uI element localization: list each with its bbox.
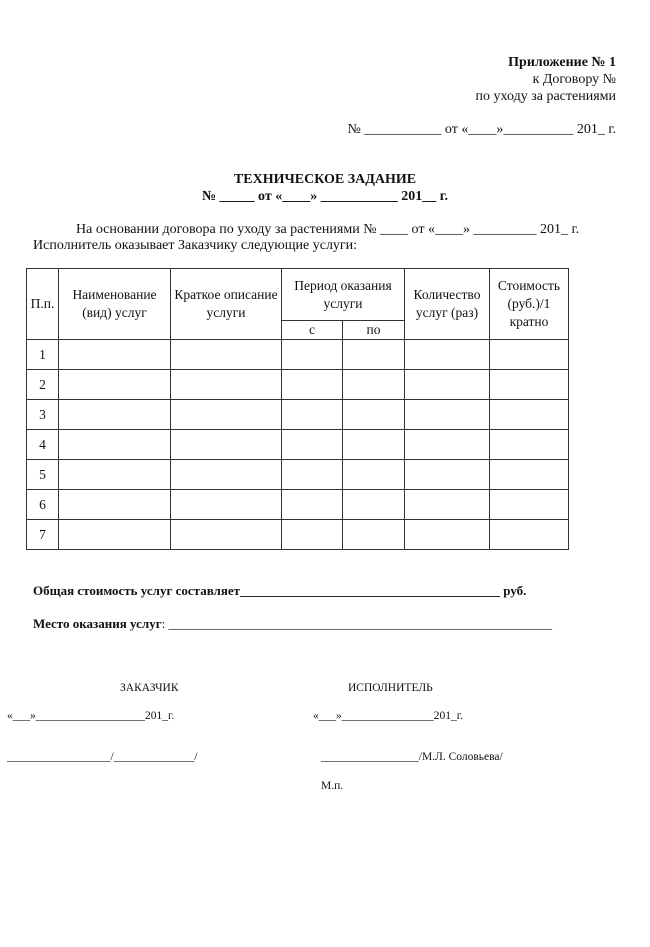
contractor-signature-line[interactable]: _________________/М.Л. Соловьева/ (321, 751, 503, 763)
row-number: 3 (27, 400, 59, 430)
cell-cost[interactable] (490, 370, 569, 400)
document-title: ТЕХНИЧЕСКОЕ ЗАДАНИЕ (233, 172, 417, 187)
customer-date-line[interactable]: «___»___________________201_г. (7, 710, 175, 722)
header-description: Краткое описание услуги (171, 269, 282, 340)
table-row (27, 340, 569, 370)
cell-quantity[interactable] (405, 520, 490, 550)
row-number: 4 (27, 430, 59, 460)
cell-quantity[interactable] (405, 460, 490, 490)
cell-name[interactable] (59, 400, 171, 430)
table-row (27, 460, 569, 490)
cell-description[interactable] (171, 520, 282, 550)
cell-to[interactable] (343, 490, 405, 520)
cell-cost[interactable] (490, 460, 569, 490)
intro-line-2: Исполнитель оказывает Заказчику следующие услуги: (33, 238, 358, 253)
header-service-name: Наименование (вид) услуг (59, 269, 171, 340)
cell-from[interactable] (282, 430, 343, 460)
service-place-line (33, 616, 552, 632)
total-cost-label: Общая стоимость услуг составляет (33, 583, 241, 598)
cell-to[interactable] (343, 520, 405, 550)
cell-description[interactable] (171, 430, 282, 460)
cell-description[interactable] (171, 490, 282, 520)
appendix-number-date-line: № ___________ от «____»__________ 201_ г. (347, 122, 616, 137)
service-place-label: Место оказания услуг (33, 616, 162, 631)
row-number: 2 (27, 370, 59, 400)
document-number-line: № _____ от «____» ___________ 201__ г. (201, 189, 449, 204)
cell-description[interactable] (171, 460, 282, 490)
cell-quantity[interactable] (405, 430, 490, 460)
total-cost-line (33, 583, 526, 599)
cell-cost[interactable] (490, 340, 569, 370)
cell-to[interactable] (343, 340, 405, 370)
appendix-title: Приложение № 1 (508, 55, 616, 70)
table-row (27, 490, 569, 520)
table-row (27, 520, 569, 550)
cell-quantity[interactable] (405, 370, 490, 400)
cell-quantity[interactable] (405, 400, 490, 430)
customer-label: ЗАКАЗЧИК (120, 682, 179, 694)
table-row (27, 370, 569, 400)
row-number: 7 (27, 520, 59, 550)
total-cost-blank[interactable]: ________________________________________ (240, 583, 501, 598)
header-num: П.п. (27, 269, 59, 340)
cell-from[interactable] (282, 460, 343, 490)
customer-signature-line[interactable]: __________________/______________/ (7, 751, 198, 763)
appendix-contract-line: к Договору № (532, 72, 616, 87)
cell-from[interactable] (282, 340, 343, 370)
contractor-label: ИСПОЛНИТЕЛЬ (348, 682, 433, 694)
service-place-colon: : (161, 616, 166, 631)
appendix-plant-care-line: по уходу за растениями (475, 89, 616, 104)
intro-line-1: На основании договора по уходу за растениями № ____ от «____» _________ 201_ г. (76, 222, 580, 237)
cell-cost[interactable] (490, 430, 569, 460)
cell-name[interactable] (59, 490, 171, 520)
cell-name[interactable] (59, 520, 171, 550)
cell-quantity[interactable] (405, 340, 490, 370)
stamp-place: М.п. (321, 780, 344, 792)
cell-name[interactable] (59, 340, 171, 370)
cell-name[interactable] (59, 430, 171, 460)
row-number: 1 (27, 340, 59, 370)
cell-description[interactable] (171, 340, 282, 370)
header-cost: Стоимость (руб.)/1 кратно (490, 269, 569, 340)
cell-cost[interactable] (490, 490, 569, 520)
contractor-date-line[interactable]: «___»________________201_г. (313, 710, 464, 722)
cell-description[interactable] (171, 400, 282, 430)
cell-to[interactable] (343, 370, 405, 400)
cell-cost[interactable] (490, 400, 569, 430)
table-row (27, 430, 569, 460)
header-period: Период оказания услуги (282, 269, 405, 321)
cell-to[interactable] (343, 400, 405, 430)
service-place-blank[interactable]: ___________________________________________________________ (168, 616, 552, 631)
services-table (26, 268, 569, 550)
row-number: 5 (27, 460, 59, 490)
cell-name[interactable] (59, 370, 171, 400)
cell-from[interactable] (282, 370, 343, 400)
header-period-from: с (282, 321, 343, 340)
header-quantity: Количество услуг (раз) (405, 269, 490, 340)
cell-name[interactable] (59, 460, 171, 490)
cell-from[interactable] (282, 490, 343, 520)
cell-quantity[interactable] (405, 490, 490, 520)
cell-description[interactable] (171, 370, 282, 400)
cell-to[interactable] (343, 430, 405, 460)
cell-from[interactable] (282, 400, 343, 430)
cell-from[interactable] (282, 520, 343, 550)
cell-cost[interactable] (490, 520, 569, 550)
header-period-to: по (343, 321, 405, 340)
cell-to[interactable] (343, 460, 405, 490)
row-number: 6 (27, 490, 59, 520)
total-cost-unit: руб. (503, 583, 527, 598)
table-row (27, 400, 569, 430)
